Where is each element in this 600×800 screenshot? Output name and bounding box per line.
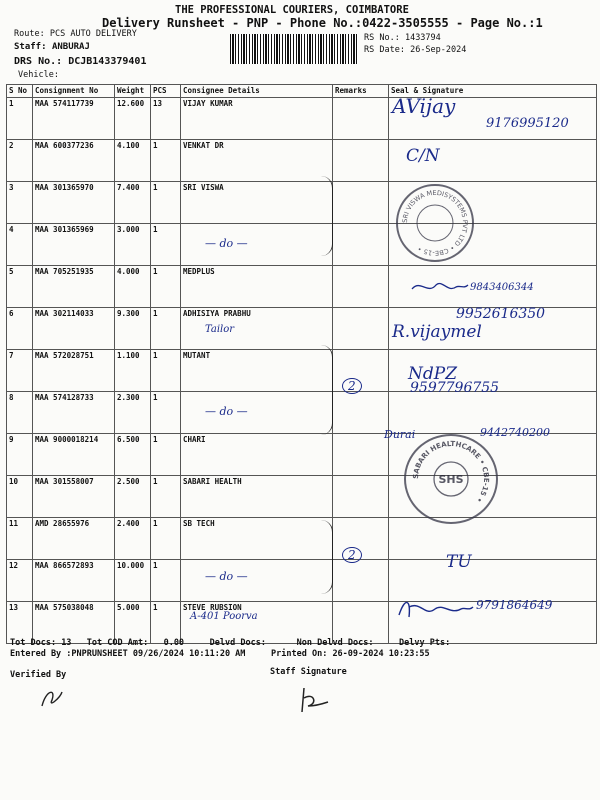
cell-sno: 13 — [7, 602, 33, 644]
cell-pcs: 1 — [151, 392, 181, 434]
cell-weight: 2.400 — [115, 518, 151, 560]
cell-weight: 2.300 — [115, 392, 151, 434]
col-header-consignment: Consignment No — [33, 85, 115, 98]
cell-sno: 7 — [7, 350, 33, 392]
cell-remarks — [333, 182, 389, 224]
cell-weight: 3.000 — [115, 224, 151, 266]
cell-pcs: 1 — [151, 602, 181, 644]
printed-on-value: 26-09-2024 10:23:55 — [332, 649, 430, 659]
runsheet-title: Delivery Runsheet - PNP - Phone No.:0422-3505555 - Page No.:1 — [102, 16, 543, 30]
cell-pcs: 1 — [151, 560, 181, 602]
cell-seal-signature — [389, 518, 597, 560]
cell-consignee: CHARI — [181, 434, 333, 476]
cell-consignment: AMD 28655976 — [33, 518, 115, 560]
cell-consignment: MAA 301365969 — [33, 224, 115, 266]
cell-weight: 5.000 — [115, 602, 151, 644]
drs-label: DRS No.: — [14, 56, 63, 67]
stamp-sri-viswa — [396, 184, 474, 262]
note-row-6: Tailor — [205, 324, 235, 335]
cell-sno: 1 — [7, 98, 33, 140]
cell-weight: 4.000 — [115, 266, 151, 308]
col-header-remarks: Remarks — [333, 85, 389, 98]
cell-consignee: ADHISIYA PRABHU — [181, 308, 333, 350]
runsheet-table — [6, 84, 597, 644]
entered-by-label: Entered By : — [10, 649, 72, 659]
cell-sno: 5 — [7, 266, 33, 308]
ditto-row-12: — do — — [205, 570, 248, 583]
cell-consignee — [181, 224, 333, 266]
bracket-rows-7-8 — [318, 345, 333, 435]
stamp-sabari-health — [404, 434, 498, 524]
cell-remarks — [333, 140, 389, 182]
cell-consignment: MAA 301365970 — [33, 182, 115, 224]
bracket-rows-11-12 — [318, 520, 333, 594]
cell-consignee — [181, 392, 333, 434]
cell-sno: 2 — [7, 140, 33, 182]
cell-weight: 1.100 — [115, 350, 151, 392]
cell-pcs: 13 — [151, 98, 181, 140]
col-header-weight: Weight — [115, 85, 151, 98]
col-header-sno: S No — [7, 85, 33, 98]
stamp-sri-viswa-text — [398, 186, 472, 260]
col-header-consignee: Consignee Details — [181, 85, 333, 98]
cell-pcs: 1 — [151, 224, 181, 266]
cell-weight: 2.500 — [115, 476, 151, 518]
cell-sno: 4 — [7, 224, 33, 266]
cell-sno: 10 — [7, 476, 33, 518]
cell-remarks — [333, 560, 389, 602]
ditto-row-8: — do — — [205, 405, 248, 418]
cell-consignment: MAA 574117739 — [33, 98, 115, 140]
cell-pcs: 1 — [151, 350, 181, 392]
tot-cod-value: 0.00 — [163, 638, 185, 648]
tot-docs-value: 13 — [61, 638, 72, 648]
stamp-sabari-health-text — [406, 436, 496, 522]
drs-line — [14, 56, 146, 67]
table-row — [7, 518, 597, 560]
route-value: PCS AUTO DELIVERY — [49, 29, 137, 39]
col-header-pcs: PCS — [151, 85, 181, 98]
cell-remarks — [333, 266, 389, 308]
cell-weight: 12.600 — [115, 98, 151, 140]
rs-date-value: 26-Sep-2024 — [410, 45, 467, 55]
cell-remarks — [333, 476, 389, 518]
table-row — [7, 434, 597, 476]
table-row — [7, 182, 597, 224]
barcode — [230, 34, 358, 64]
cell-consignment: MAA 575038048 — [33, 602, 115, 644]
signature-row-6: R.vijaymel — [392, 322, 482, 342]
cell-pcs: 1 — [151, 140, 181, 182]
cell-weight: 6.500 — [115, 434, 151, 476]
cell-pcs: 1 — [151, 308, 181, 350]
phone-row-8: 9597796755 — [410, 380, 500, 396]
vehicle-label: Vehicle: — [18, 70, 59, 80]
rs-no-line — [364, 33, 441, 43]
table-row — [7, 560, 597, 602]
signature-row-2: C/N — [406, 146, 440, 166]
cell-sno: 6 — [7, 308, 33, 350]
cell-remarks — [333, 98, 389, 140]
cell-sno: 9 — [7, 434, 33, 476]
rs-no-label: RS No.: — [364, 33, 400, 43]
cell-weight: 9.300 — [115, 308, 151, 350]
staff-line — [14, 42, 90, 52]
cell-sno: 8 — [7, 392, 33, 434]
signature-row-12: TU — [446, 552, 472, 572]
cell-pcs: 1 — [151, 434, 181, 476]
cell-consignment: MAA 574128733 — [33, 392, 115, 434]
staff-label: Staff: — [14, 42, 47, 52]
bracket-mark-2: 2 — [342, 547, 362, 563]
signature-row-7: NdPZ — [408, 364, 458, 384]
verified-by-signature — [36, 684, 66, 710]
phone-row-9: 9442740200 — [480, 426, 550, 439]
cell-consignment: MAA 705251935 — [33, 266, 115, 308]
tot-cod-label: Tot COD Amt: — [86, 638, 149, 648]
cell-pcs: 1 — [151, 476, 181, 518]
tot-docs-label: Tot Docs: — [10, 638, 57, 648]
entered-by-value: PNPRUNSHEET 09/26/2024 10:11:20 AM — [71, 649, 246, 659]
signature-row-13 — [395, 595, 475, 621]
col-header-seal-signature: Seal & Signature — [389, 85, 597, 98]
drs-value: DCJB143379401 — [68, 56, 147, 67]
cell-weight: 10.000 — [115, 560, 151, 602]
signature-row-5 — [410, 275, 470, 297]
table-row — [7, 476, 597, 518]
staff-value: ANBURAJ — [51, 42, 90, 52]
cell-sno: 12 — [7, 560, 33, 602]
phone-row-6: 9952616350 — [456, 306, 546, 322]
verified-by-label: Verified By — [10, 670, 67, 680]
cell-weight: 7.400 — [115, 182, 151, 224]
cell-remarks — [333, 308, 389, 350]
table-row — [7, 224, 597, 266]
table-row — [7, 140, 597, 182]
svg-text:SHS: SHS — [438, 473, 464, 486]
cell-remarks — [333, 224, 389, 266]
cell-pcs: 1 — [151, 518, 181, 560]
delvd-docs-label: Delvd Docs: — [209, 638, 266, 648]
svg-text:SABARI HEALTHCARE • CBE-15 •: SABARI HEALTHCARE • CBE-15 • — [411, 439, 491, 504]
cell-consignment: MAA 600377236 — [33, 140, 115, 182]
cell-consignee: MEDPLUS — [181, 266, 333, 308]
delvy-pts-label: Delvy Pts: — [399, 638, 451, 648]
phone-row-5: 9843406344 — [470, 282, 534, 293]
cell-remarks — [333, 392, 389, 434]
table-row — [7, 350, 597, 392]
rs-date-line — [364, 45, 466, 55]
svg-text:SRI VISWA MEDISYSTEMS PVT LTD: SRI VISWA MEDISYSTEMS PVT LTD • CBE-15 • — [400, 188, 470, 258]
ditto-row-4: — do — — [205, 237, 248, 250]
cell-remarks — [333, 434, 389, 476]
cell-consignee: SRI VISWA — [181, 182, 333, 224]
cell-consignment: MAA 302114033 — [33, 308, 115, 350]
cell-consignee: SABARI HEALTH — [181, 476, 333, 518]
staff-signature — [294, 684, 330, 714]
cell-consignee: SB TECH — [181, 518, 333, 560]
rs-no-value: 1433794 — [404, 33, 441, 43]
printed-on-label: Printed On: — [271, 649, 328, 659]
route-line — [14, 29, 137, 39]
company-name: THE PROFESSIONAL COURIERS, COIMBATORE — [175, 4, 409, 16]
route-label: Route: — [14, 29, 45, 39]
cell-consignee: VIJAY KUMAR — [181, 98, 333, 140]
entered-line — [10, 649, 430, 659]
cell-sno: 11 — [7, 518, 33, 560]
signature-row-9: Durai — [384, 428, 416, 441]
staff-signature-label: Staff Signature — [270, 667, 347, 677]
cell-consignment: MAA 572028751 — [33, 350, 115, 392]
rs-date-label: RS Date: — [364, 45, 405, 55]
cell-consignee: MUTANT — [181, 350, 333, 392]
cell-consignment: MAA 9000018214 — [33, 434, 115, 476]
signature-row-1: AVijay — [392, 94, 456, 118]
phone-row-1: 9176995120 — [486, 116, 569, 131]
non-delvd-docs-label: Non Delvd Docs: — [296, 638, 374, 648]
bracket-rows-3-4 — [318, 176, 333, 256]
cell-weight: 4.100 — [115, 140, 151, 182]
cell-consignee — [181, 560, 333, 602]
bracket-mark-1: 2 — [342, 378, 362, 394]
cell-consignment: MAA 301558007 — [33, 476, 115, 518]
phone-row-13: 9791864649 — [476, 598, 553, 612]
cell-consignment: MAA 866572893 — [33, 560, 115, 602]
cell-sno: 3 — [7, 182, 33, 224]
totals-line — [10, 638, 450, 648]
table-header-row — [7, 85, 597, 98]
cell-consignee: VENKAT DR — [181, 140, 333, 182]
cell-pcs: 1 — [151, 182, 181, 224]
cell-pcs: 1 — [151, 266, 181, 308]
cell-consignee: STEVE RUBSION — [181, 602, 333, 644]
note-row-13: A-401 Poorva — [190, 611, 258, 622]
